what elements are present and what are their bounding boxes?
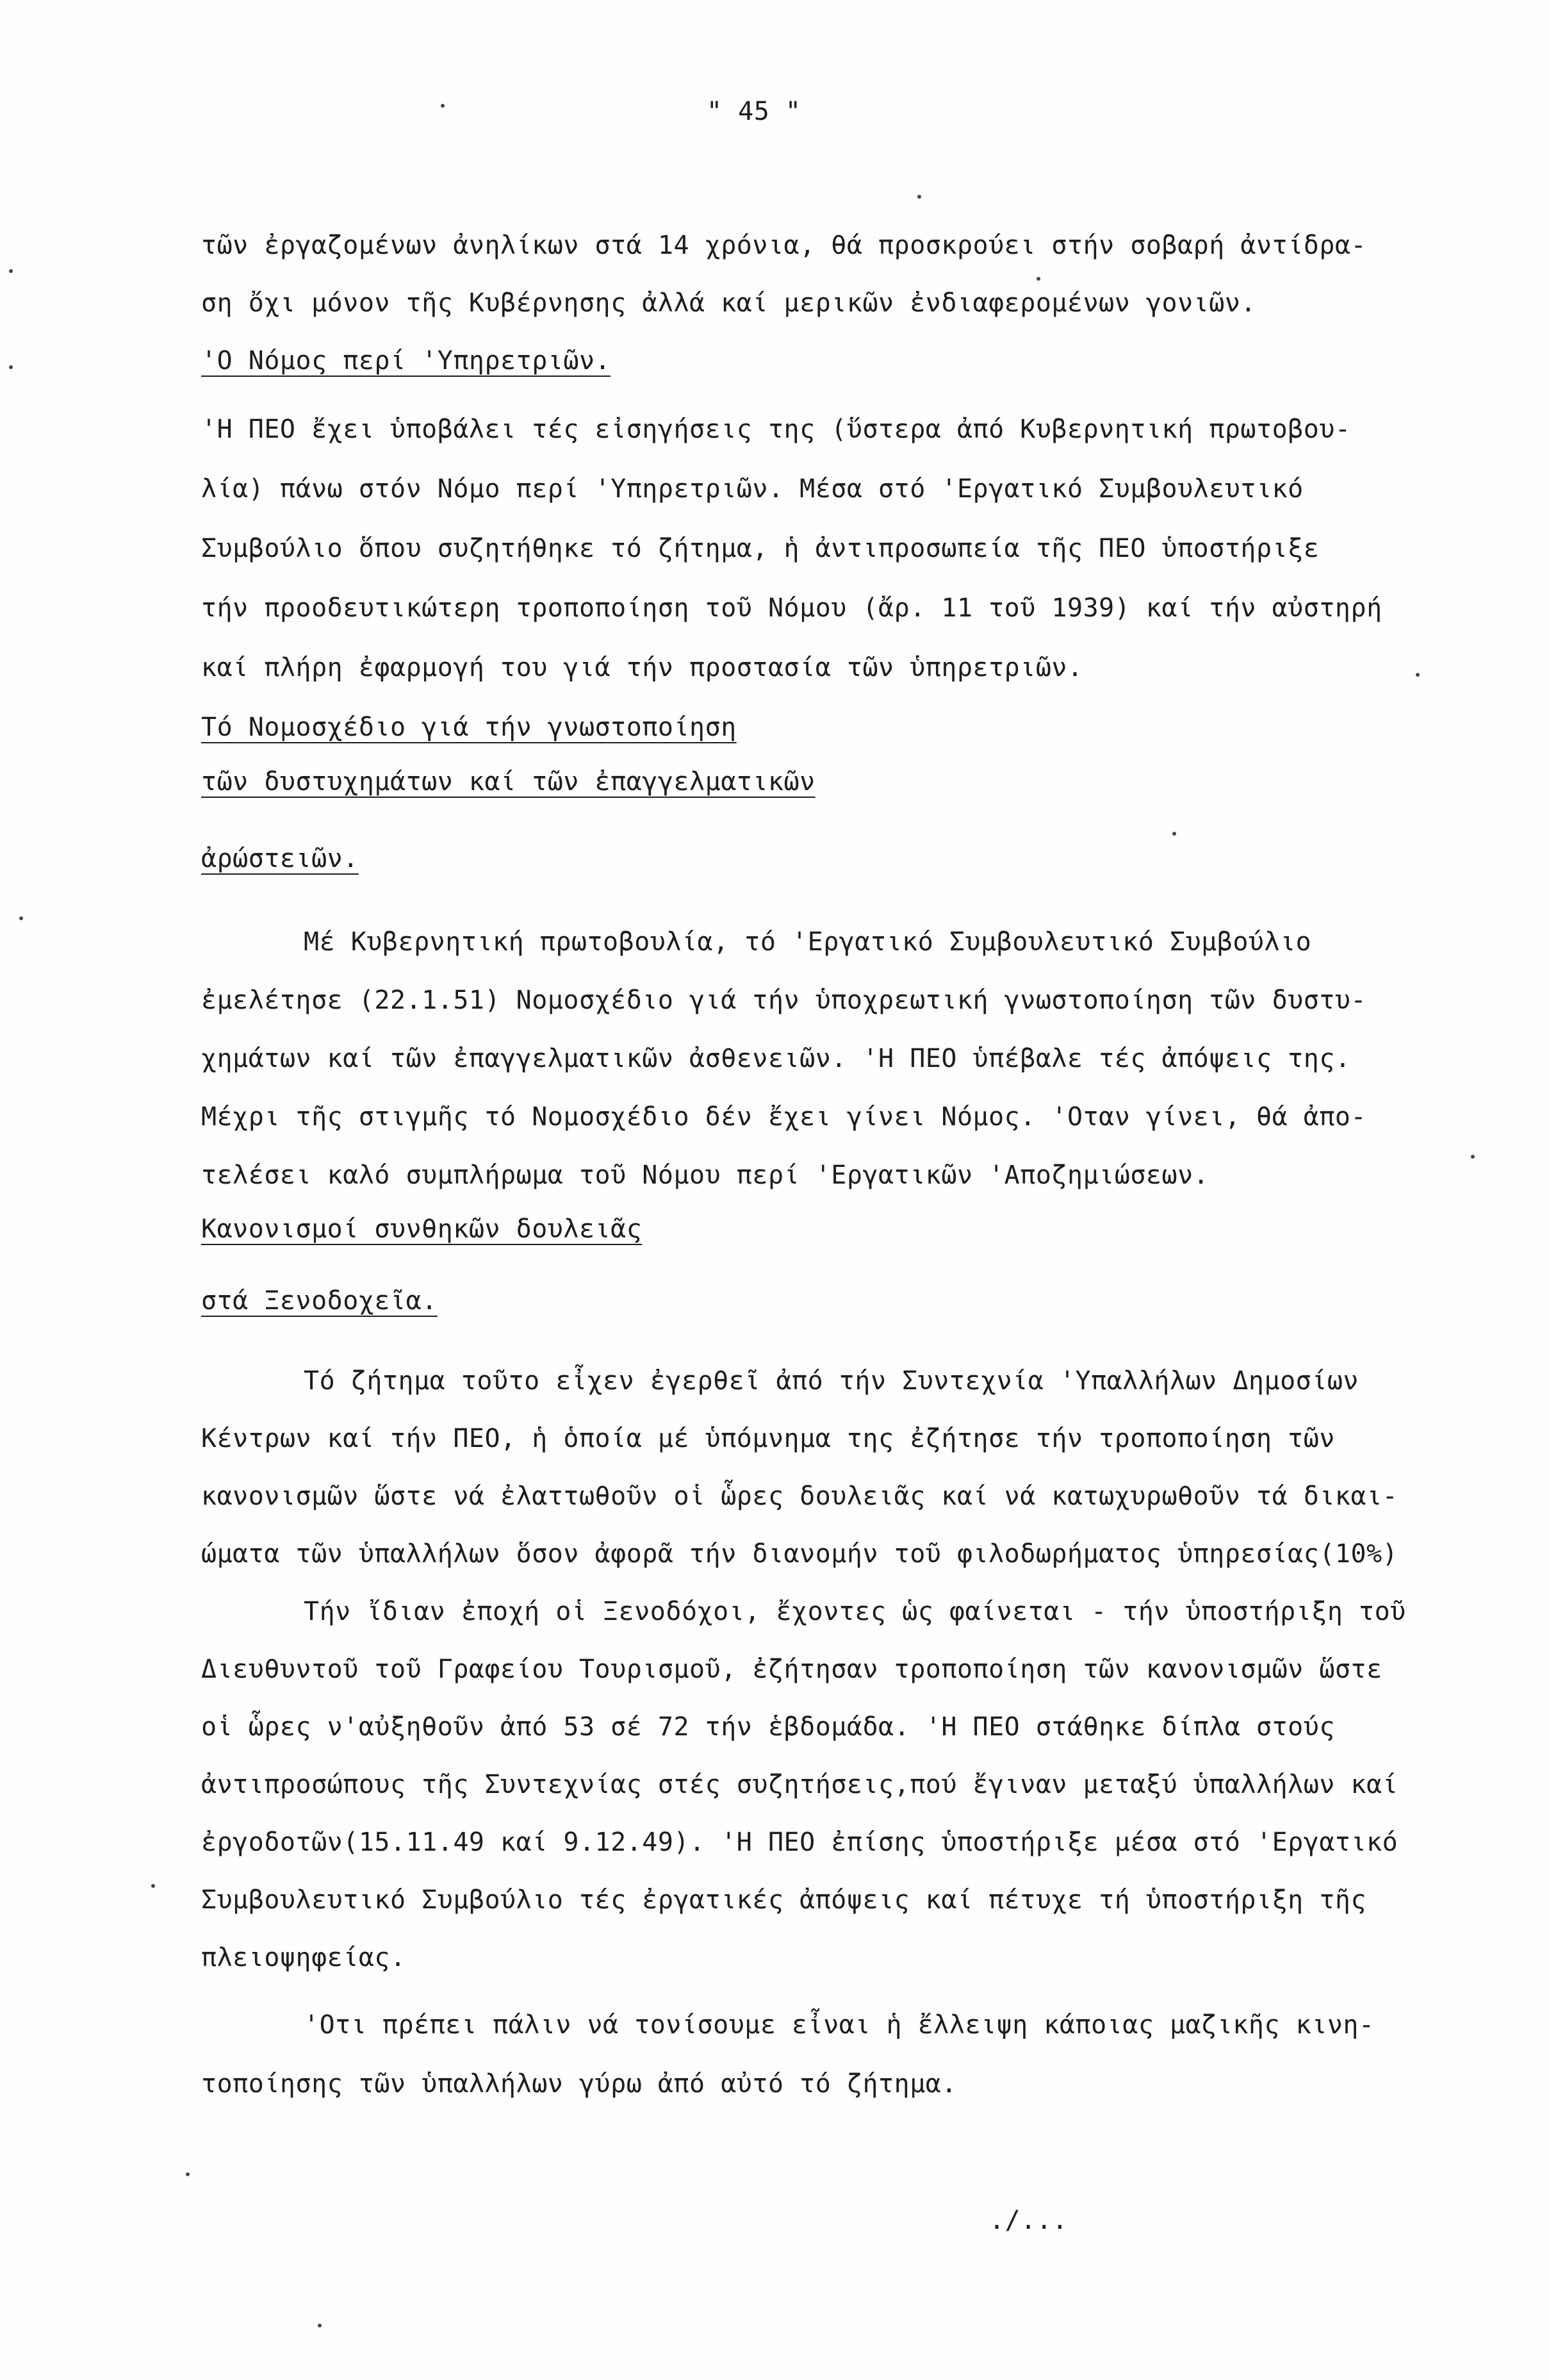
body-line: τήν προοδευτικώτερη τροποποίηση τοῦ Νόμου (ἄρ. 11 τοῦ 1939) καί τήν αὐστηρή	[201, 593, 1382, 623]
body-line: 'Οτι πρέπει πάλιν νά τονίσουμε εἶναι ἡ ἔλλειψη κάποιας μαζικῆς κινη-	[304, 2010, 1375, 2040]
body-line: καί πλήρη ἐφαρμογή του γιά τήν προστασία τῶν ὑπηρετριῶν.	[201, 653, 1083, 682]
body-line: ση ὄχι μόνον τῆς Κυβέρνησης ἀλλά καί μερικῶν ἐνδιαφερομένων γονιῶν.	[201, 288, 1256, 318]
scan-speck	[318, 2324, 322, 2327]
scan-speck	[1172, 832, 1176, 836]
body-line: τελέσει καλό συμπλήρωμα τοῦ Νόμου περί 'Εργατικῶν 'Αποζημιώσεων.	[201, 1161, 1209, 1190]
scan-speck	[9, 365, 13, 369]
scan-speck	[186, 2172, 190, 2176]
body-line: ἐμελέτησε (22.1.51) Νομοσχέδιο γιά τήν ὑποχρεωτική γνωστοποίηση τῶν δυστυ-	[201, 986, 1367, 1015]
section-heading-hotel-regulations: Κανονισμοί συνθηκῶν δουλειᾶς	[201, 1214, 643, 1244]
body-line: λία) πάνω στόν Νόμο περί 'Υπηρετριῶν. Μέσα στό 'Εργατικό Συμβουλευτικό	[201, 474, 1304, 504]
body-line: Μέχρι τῆς στιγμῆς τό Νομοσχέδιο δέν ἔχει γίνει Νόμος. 'Οταν γίνει, θά ἀπο-	[201, 1102, 1367, 1132]
section-heading-accidents-bill: ἀρώστειῶν.	[201, 844, 359, 873]
section-heading-servants-law: 'Ο Νόμος περί 'Υπηρετριῶν.	[201, 346, 611, 376]
body-line: 'Η ΠΕΟ ἔχει ὑποβάλει τές εἰσηγήσεις της (ὕστερα ἀπό Κυβερνητική πρωτοβου-	[201, 415, 1351, 444]
body-line: ώματα τῶν ὑπαλλήλων ὅσον ἀφορᾶ τήν διανομήν τοῦ φιλοδωρήματος ὑπηρεσίας(10%)	[201, 1539, 1398, 1569]
page-number: " 45 "	[707, 97, 801, 126]
scan-speck	[1037, 277, 1040, 281]
section-heading-hotel-regulations: στά Ξενοδοχεῖα.	[201, 1286, 438, 1316]
scan-speck	[441, 104, 445, 108]
scan-speck	[1416, 673, 1420, 677]
body-line: Μέ Κυβερνητική πρωτοβουλία, τό 'Εργατικό Συμβουλευτικό Συμβούλιο	[304, 927, 1312, 957]
body-line: τοποίησης τῶν ὑπαλλήλων γύρω ἀπό αὐτό τό ζήτημα.	[201, 2069, 957, 2099]
body-line: τῶν ἐργαζομένων ἀνηλίκων στά 14 χρόνια, θά προσκρούει στήν σοβαρή ἀντίδρα-	[201, 231, 1367, 260]
section-heading-accidents-bill: Τό Νομοσχέδιο γιά τήν γνωστοποίηση	[201, 713, 737, 742]
scan-speck	[1471, 1155, 1475, 1159]
body-line: Κέντρων καί τήν ΠΕΟ, ἡ ὁποία μέ ὑπόμνημα της ἐζήτησε τήν τροποποίηση τῶν	[201, 1424, 1335, 1453]
body-line: Τήν ἴδιαν ἐποχή οἱ Ξενοδόχοι, ἔχοντες ὡς φαίνεται - τήν ὑποστήριξη τοῦ	[304, 1597, 1406, 1626]
body-line: κανονισμῶν ὥστε νά ἐλαττωθοῦν οἱ ὧρες δουλειᾶς καί νά κατωχυρωθοῦν τά δικαι-	[201, 1482, 1398, 1511]
continuation-mark: ./...	[989, 2206, 1068, 2235]
section-heading-accidents-bill: τῶν δυστυχημάτων καί τῶν ἐπαγγελματικῶν	[201, 767, 815, 797]
scan-speck	[151, 1884, 155, 1888]
body-line: Συμβούλιο ὅπου συζητήθηκε τό ζήτημα, ἡ ἀντιπροσωπεία τῆς ΠΕΟ ὑποστήριξε	[201, 534, 1320, 563]
body-line: χημάτων καί τῶν ἐπαγγελματικῶν ἀσθενειῶν. 'Η ΠΕΟ ὑπέβαλε τές ἀπόψεις της.	[201, 1044, 1351, 1073]
body-line: πλειοψηφείας.	[201, 1943, 406, 1972]
scan-speck	[19, 916, 23, 920]
body-line: ἐργοδοτῶν(15.11.49 καί 9.12.49). 'Η ΠΕΟ ἐπίσης ὑποστήριξε μέσα στό 'Εργατικό	[201, 1828, 1398, 1857]
scan-speck	[9, 269, 13, 273]
body-line: Διευθυντοῦ τοῦ Γραφείου Τουρισμοῦ, ἐζήτησαν τροποποίηση τῶν κανονισμῶν ὥστε	[201, 1655, 1382, 1684]
body-line: ἀντιπροσώπους τῆς Συντεχνίας στές συζητήσεις,πού ἔγιναν μεταξύ ὑπαλλήλων καί	[201, 1770, 1398, 1799]
body-line: Τό ζήτημα τοῦτο εἶχεν ἐγερθεῖ ἀπό τήν Συντεχνία 'Υπαλλήλων Δημοσίων	[304, 1366, 1359, 1396]
body-line: Συμβουλευτικό Συμβούλιο τές ἐργατικές ἀπόψεις καί πέτυχε τή ὑποστήριξη τῆς	[201, 1885, 1367, 1915]
scan-speck	[917, 195, 921, 199]
body-line: οἱ ὧρες ν'αὐξηθοῦν ἀπό 53 σέ 72 τήν ἑβδομάδα. 'Η ΠΕΟ στάθηκε δίπλα στούς	[201, 1712, 1335, 1742]
